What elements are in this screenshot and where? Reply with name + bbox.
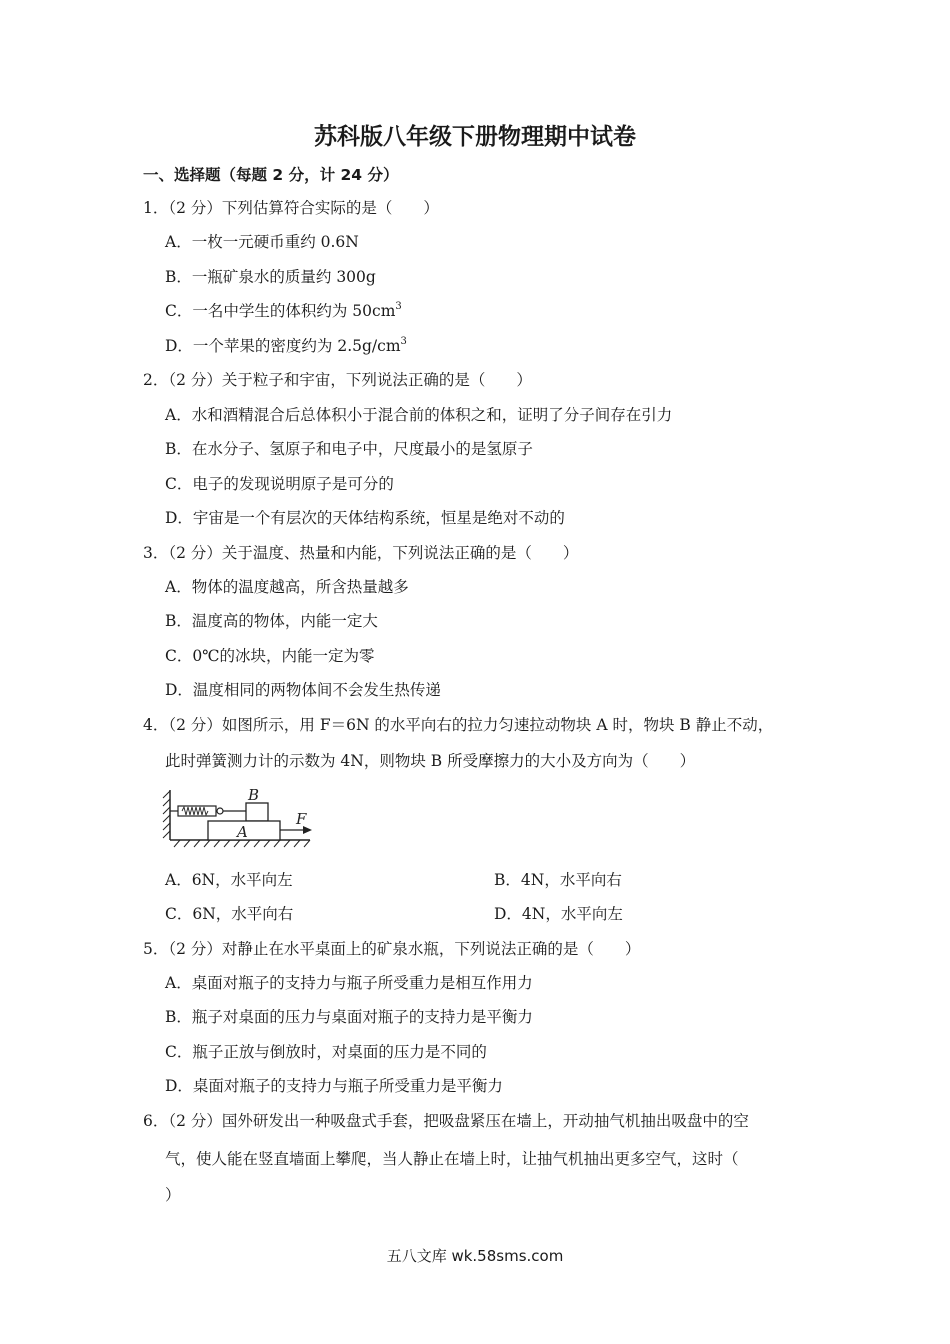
question-5-option-d: D．桌面对瓶子的支持力与瓶子所受重力是平衡力 xyxy=(165,1077,503,1095)
figure-label-a: A xyxy=(237,823,248,841)
question-3-option-b: B．温度高的物体，内能一定大 xyxy=(165,612,378,630)
question-2-option-d: D．宇宙是一个有层次的天体结构系统，恒星是绝对不动的 xyxy=(165,509,565,527)
question-1-stem: 1．（2 分）下列估算符合实际的是（ ） xyxy=(143,199,439,217)
question-1-option-b: B．一瓶矿泉水的质量约 300g xyxy=(165,268,376,286)
question-3-option-a: A．物体的温度越高，所含热量越多 xyxy=(165,578,409,596)
question-1-option-a: A．一枚一元硬币重约 0.6N xyxy=(165,233,359,251)
superscript: 3 xyxy=(400,336,407,347)
option-text: D．一个苹果的密度约为 2.5g/cm xyxy=(165,337,401,355)
page-footer: 五八文库 wk.58sms.com xyxy=(386,1247,564,1265)
question-2-option-b: B．在水分子、氢原子和电子中，尺度最小的是氢原子 xyxy=(165,440,533,458)
question-5-stem: 5．（2 分）对静止在水平桌面上的矿泉水瓶，下列说法正确的是（ ） xyxy=(143,940,641,958)
figure-label-b: B xyxy=(248,786,260,804)
question-5-option-c: C．瓶子正放与倒放时，对桌面的压力是不同的 xyxy=(165,1043,487,1061)
question-6-stem-line-2: 气，使人能在竖直墙面上攀爬，当人静止在墙上时，让抽气机抽出更多空气，这时（ xyxy=(165,1150,739,1168)
question-5-option-a: A．桌面对瓶子的支持力与瓶子所受重力是相互作用力 xyxy=(165,974,533,992)
question-3-option-c: C．0℃的冰块，内能一定为零 xyxy=(165,647,375,665)
question-2-stem: 2．（2 分）关于粒子和宇宙，下列说法正确的是（ ） xyxy=(143,371,532,389)
section-heading: 一、选择题（每题 2 分，计 24 分） xyxy=(143,166,399,184)
question-6-stem-line-3: ） xyxy=(165,1186,181,1204)
option-text: C．一名中学生的体积约为 50cm xyxy=(165,302,396,320)
question-4-option-c: C．6N，水平向右 xyxy=(165,905,294,923)
question-4-stem-line-2: 此时弹簧测力计的示数为 4N，则物块 B 所受摩擦力的大小及方向为（ ） xyxy=(165,752,696,770)
question-2-option-a: A．水和酒精混合后总体积小于混合前的体积之和，证明了分子间存在引力 xyxy=(165,406,673,424)
question-3-option-d: D．温度相同的两物体间不会发生热传递 xyxy=(165,681,441,699)
question-6-stem-line-1: 6．（2 分）国外研发出一种吸盘式手套，把吸盘紧压在墙上，开动抽气机抽出吸盘中的空 xyxy=(143,1112,749,1130)
question-4-option-a: A．6N，水平向左 xyxy=(165,871,293,889)
question-4-option-b: B．4N，水平向右 xyxy=(494,871,622,889)
question-4-stem-line-1: 4．（2 分）如图所示，用 F＝6N 的水平向右的拉力匀速拉动物块 A 时，物块 B 静止不动， xyxy=(143,716,774,734)
question-1-option-d xyxy=(165,336,407,356)
spring-scale-block-figure xyxy=(160,786,320,850)
page-title: 苏科版八年级下册物理期中试卷 xyxy=(314,124,636,150)
question-3-stem: 3．（2 分）关于温度、热量和内能，下列说法正确的是（ ） xyxy=(143,544,579,562)
question-4-option-d: D．4N，水平向左 xyxy=(494,905,623,923)
figure-label-f: F xyxy=(296,810,307,828)
question-2-option-c: C．电子的发现说明原子是可分的 xyxy=(165,475,394,493)
superscript: 3 xyxy=(395,301,402,312)
question-1-option-c xyxy=(165,301,402,321)
question-5-option-b: B．瓶子对桌面的压力与桌面对瓶子的支持力是平衡力 xyxy=(165,1008,533,1026)
